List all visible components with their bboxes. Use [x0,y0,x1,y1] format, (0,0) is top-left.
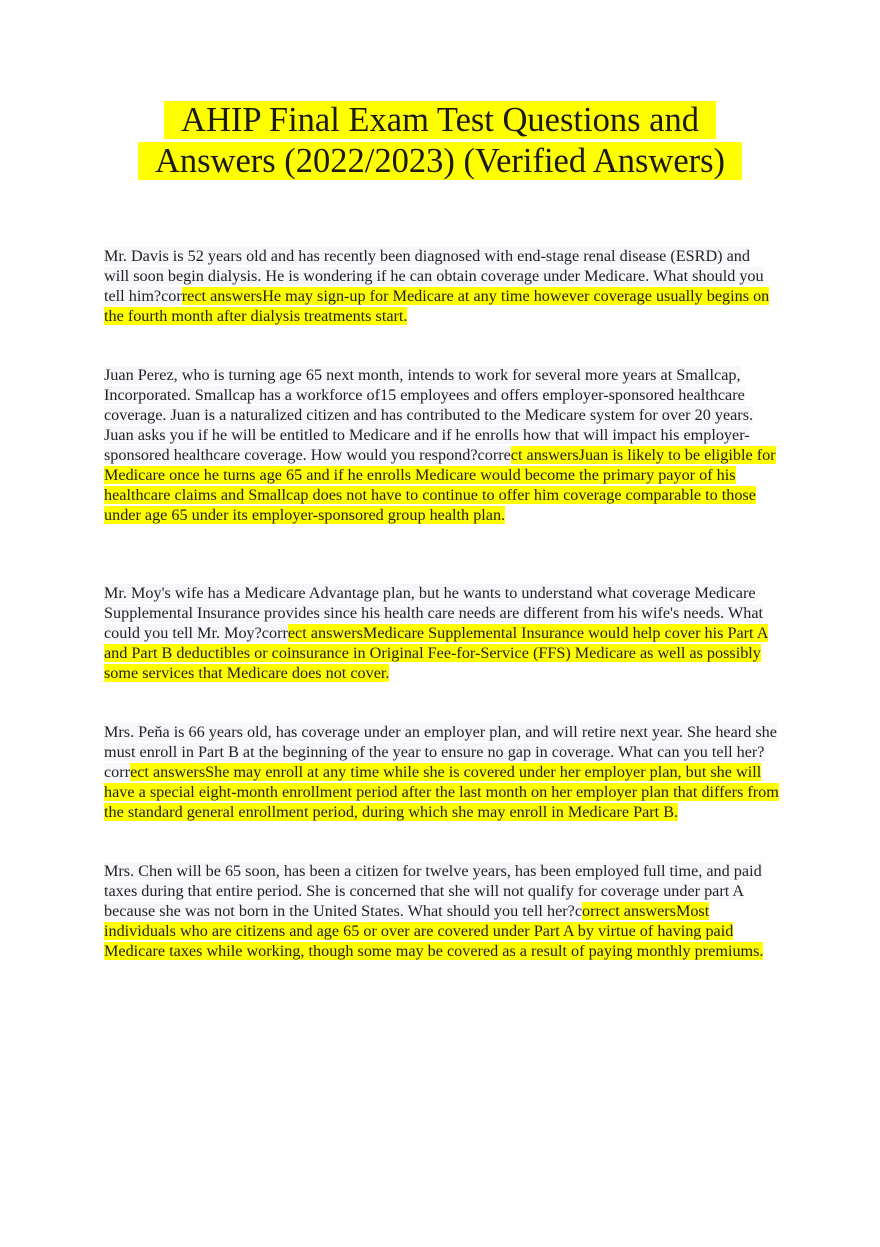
title-line-2: Answers (2022/2023) (Verified Answers) [138,142,742,180]
qa-item-moy [104,583,779,683]
question-text: Juan Perez, who is turning age 65 next month, intends to work for several more years at Smallcap, Incorporated. Smallcap has a workforce of15 employees and offers employer-sponsored healthcare coverage. Juan is a naturalized citizen and has contributed to the Medicare system for over 20 years. Juan asks you if he will be entitled to Medicare and if he enrolls how that will impact his employer-sponsored healthcare coverage. How would you respond?corre [104,366,754,464]
answer-text: ect answersMedicare Supplemental Insurance would help cover his Part A and Part B deductibles or coinsurance in Original Fee-for-Service (FFS) Medicare as well as possibly some services that Medicare does not cover. [104,624,769,682]
qa-item-pena [104,722,779,822]
answer-text: orrect answersMost individuals who are citizens and age 65 or over are covered under Part A by virtue of having paid Medicare taxes while working, though some may be covered as a result of paying monthly premiums. [104,902,764,960]
question-text: Mr. Davis is 52 years old and has recently been diagnosed with end-stage renal disease (ESRD) and will soon begin dialysis. He is wondering if he can obtain coverage under Medicare. What should you tell him?cor [104,247,764,305]
question-text: Mr. Moy's wife has a Medicare Advantage plan, but he wants to understand what coverage Medicare Supplemental Insurance provides since his health care needs are different from his wife's needs. What could you tell Mr. Moy?corr [104,584,764,642]
answer-text: ect answersShe may enroll at any time while she is covered under her employer plan, but she will have a special eight-month enrollment period after the last month on her employer plan that differs from the standard general enrollment period, during which she may enroll in Medicare Part B. [104,763,779,821]
document-title [0,100,880,182]
answer-text: rect answersHe may sign-up for Medicare at any time however coverage usually begins on the fourth month after dialysis treatments start. [104,287,770,325]
question-text: Mrs. Peňa is 66 years old, has coverage under an employer plan, and will retire next year. She heard she must enroll in Part B at the beginning of the year to ensure no gap in coverage. What can you tell her?corr [104,723,777,781]
qa-item-chen [104,861,779,961]
qa-item-perez [104,365,779,525]
answer-text: ct answersJuan is likely to be eligible for Medicare once he turns age 65 and if he enrolls Medicare would become the primary payor of his healthcare claims and Smallcap does not have to continue to offer him coverage comparable to those under age 65 under its employer-sponsored group health plan. [104,446,776,524]
qa-item-davis [104,246,779,326]
title-line-1: AHIP Final Exam Test Questions and [164,101,716,139]
question-text: Mrs. Chen will be 65 soon, has been a citizen for twelve years, has been employed full time, and paid taxes during that entire period. She is concerned that she will not qualify for coverage under part A because she was not born in the United States. What should you tell her?c [104,862,762,920]
